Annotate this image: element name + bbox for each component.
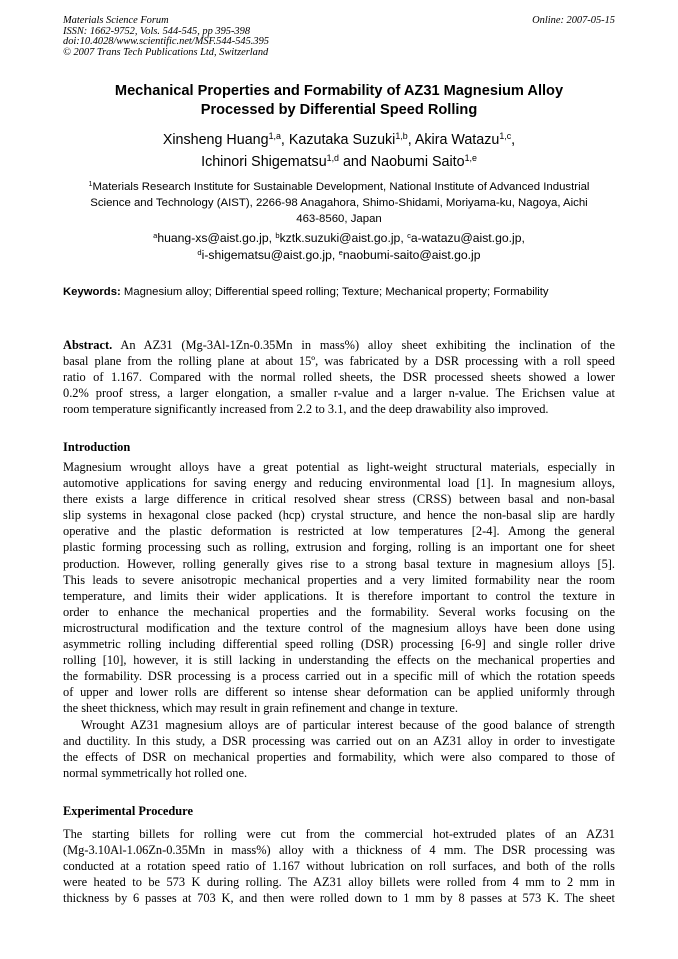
journal-name: Materials Science Forum [63, 15, 169, 26]
introduction-paragraph-1: Magnesium wrought alloys have a great potential as light-weight structural materials, especially in automotive applications for saving energy and reducing environmental load [1]. In magnesium alloys, there exists a large difference in critical resolved shear stress (CRSS) between basal and non-basal slip systems in hexagonal close packed (hcp) crystal structure, and hence the non-basal slip are hardly operative and the plastic deformation is restricted at low temperatures [2-4]. Among the general plastic forming processing such as rolling, extrusion and forging, rolling is an important one for sheet production. However, rolling generally gives rise to a strong basal texture in magnesium alloys [5]. This leads to severe anisotropic mechanical properties and a very limited formability near the room temperature, and limits their wider applications. It is therefore important to control the texture in order to enhance the mechanical properties and the formability. Several works focusing on the microstructural modification and the texture control of the magnesium alloys have been done using asymmetric rolling including differential speed rolling (DSR) processing [6-9] and single roller drive rolling [10], however, it is still lacking in understanding the effects on the mechanical properties and the formability. DSR processing is a process carried out in a specific mill of which the rotation speeds of upper and lower rolls are different so intense shear deformation can be applied uniformly through the sheet thickness, which may result in grain refinement and change in texture. [63, 460, 615, 716]
doi-line: doi:10.4028/www.scientific.net/MSF.544-545.395 [63, 36, 269, 48]
section-heading-experimental: Experimental Procedure [63, 804, 193, 818]
email-line-1: $^a$huang-xs@aist.go.jp, $^b$kztk.suzuki@aist.go.jp, $^c$a-watazu@aist.go.jp, [153, 230, 525, 245]
email-list [63, 230, 615, 264]
email-link[interactable]: kztk.suzuki@aist.go.jp, [279, 231, 408, 245]
author-superscript: 1,a [268, 131, 281, 142]
title-line-1: Mechanical Properties and Formability of AZ31 Magnesium Alloy [114, 83, 564, 99]
affiliation-superscript: 1 [88, 181, 93, 189]
author-list [63, 129, 615, 173]
author-name: Xinsheng Huang [162, 132, 269, 148]
affiliation-line-2: Science and Technology (AIST), 2266-98 Anagahora, Shimo-Shidami, Moriyama-ku, Nagoya, Aichi [90, 197, 588, 209]
email-line-2: $^d$i-shigematsu@aist.go.jp, $^e$naobumi-saito@aist.go.jp [197, 247, 481, 262]
author-superscript: 1,e [464, 153, 477, 164]
author-line-1 [63, 129, 615, 151]
author-name: Akira Watazu [414, 132, 500, 148]
email-link[interactable]: a-watazu@aist.go.jp, [410, 231, 525, 245]
keywords-text: Magnesium alloy; Differential speed rolling; Texture; Mechanical property; Formability [120, 286, 549, 298]
issn-line: ISSN: 1662-9752, Vols. 544-545, pp 395-398 [63, 25, 251, 37]
email-link[interactable]: i-shigematsu@aist.go.jp, [201, 248, 339, 262]
section-heading-introduction: Introduction [63, 440, 131, 454]
email-link[interactable]: huang-xs@aist.go.jp, [157, 231, 276, 245]
affiliation-line-1: $^1$Materials Research Institute for Sustainable Development, National Institute of Advanced Industrial [88, 181, 590, 193]
author-superscript: 1,b [395, 131, 408, 142]
affiliation [63, 179, 615, 227]
publication-info [63, 16, 269, 58]
abstract: Abstract. An AZ31 (Mg-3Al-1Zn-0.35Mn in mass%) alloy sheet exhibiting the inclination of the basal plane from the rolling plane at about 15º, was fabricated by a DSR processing with a roll speed ratio of 1.167. Compared with the normal rolled sheets, the DSR processed sheets showed a lower 0.2% proof stress, a larger elongation, a smaller r-value and a larger n-value. The Erichsen value at room temperature significantly increased from 2.2 to 3.1, and the deep drawability also improved. [63, 338, 615, 417]
keywords [63, 285, 615, 300]
author-name: Naobumi Saito [370, 154, 465, 170]
paper-title [63, 82, 615, 119]
author-separator: , [407, 132, 415, 148]
email-link[interactable]: naobumi-saito@aist.go.jp [342, 248, 481, 262]
author-name: Ichinori Shigematsu [201, 154, 327, 170]
author-separator: , [511, 132, 516, 148]
title-line-2: Processed by Differential Speed Rolling [200, 101, 478, 118]
copyright-line: © 2007 Trans Tech Publications Ltd, Switzerland [63, 46, 269, 58]
keywords-label: Keywords: [63, 286, 121, 298]
affiliation-line-3: 463-8560, Japan [296, 213, 382, 225]
author-separator: and [338, 154, 371, 170]
online-date: Online: 2007-05-15 [532, 15, 615, 26]
introduction-paragraph-2: Wrought AZ31 magnesium alloys are of particular interest because of the good balance of strength and ductility. In this study, a DSR processing was carried out on an AZ31 alloy in order to investigate the effects of DSR on mechanical properties and formability, which were also compared to those of normal symmetrically hot rolled one. [63, 718, 615, 781]
author-line-2 [63, 151, 615, 173]
experimental-paragraph-1: The starting billets for rolling were cut from the commercial hot-extruded plates of an AZ31 (Mg-3.10Al-1.06Zn-0.35Mn in mass%) alloy with a thickness of 4 mm. The DSR processing was conducted at a rotation speed ratio of 1.167 without lubrication on roll surfaces, and both of the rolls were heated to be 573 K during rolling. The AZ31 alloy billets were rolled from 4 mm to 2 mm in thickness by 6 passes at 703 K, and then were rolled down to 1 mm by 8 passes at 573 K. The sheet [63, 827, 615, 906]
author-superscript: 1,d [326, 153, 339, 164]
abstract-label: Abstract. [63, 338, 113, 352]
author-superscript: 1,c [499, 131, 512, 142]
author-name: Kazutaka Suzuki [288, 132, 396, 148]
author-separator: , [280, 132, 289, 148]
